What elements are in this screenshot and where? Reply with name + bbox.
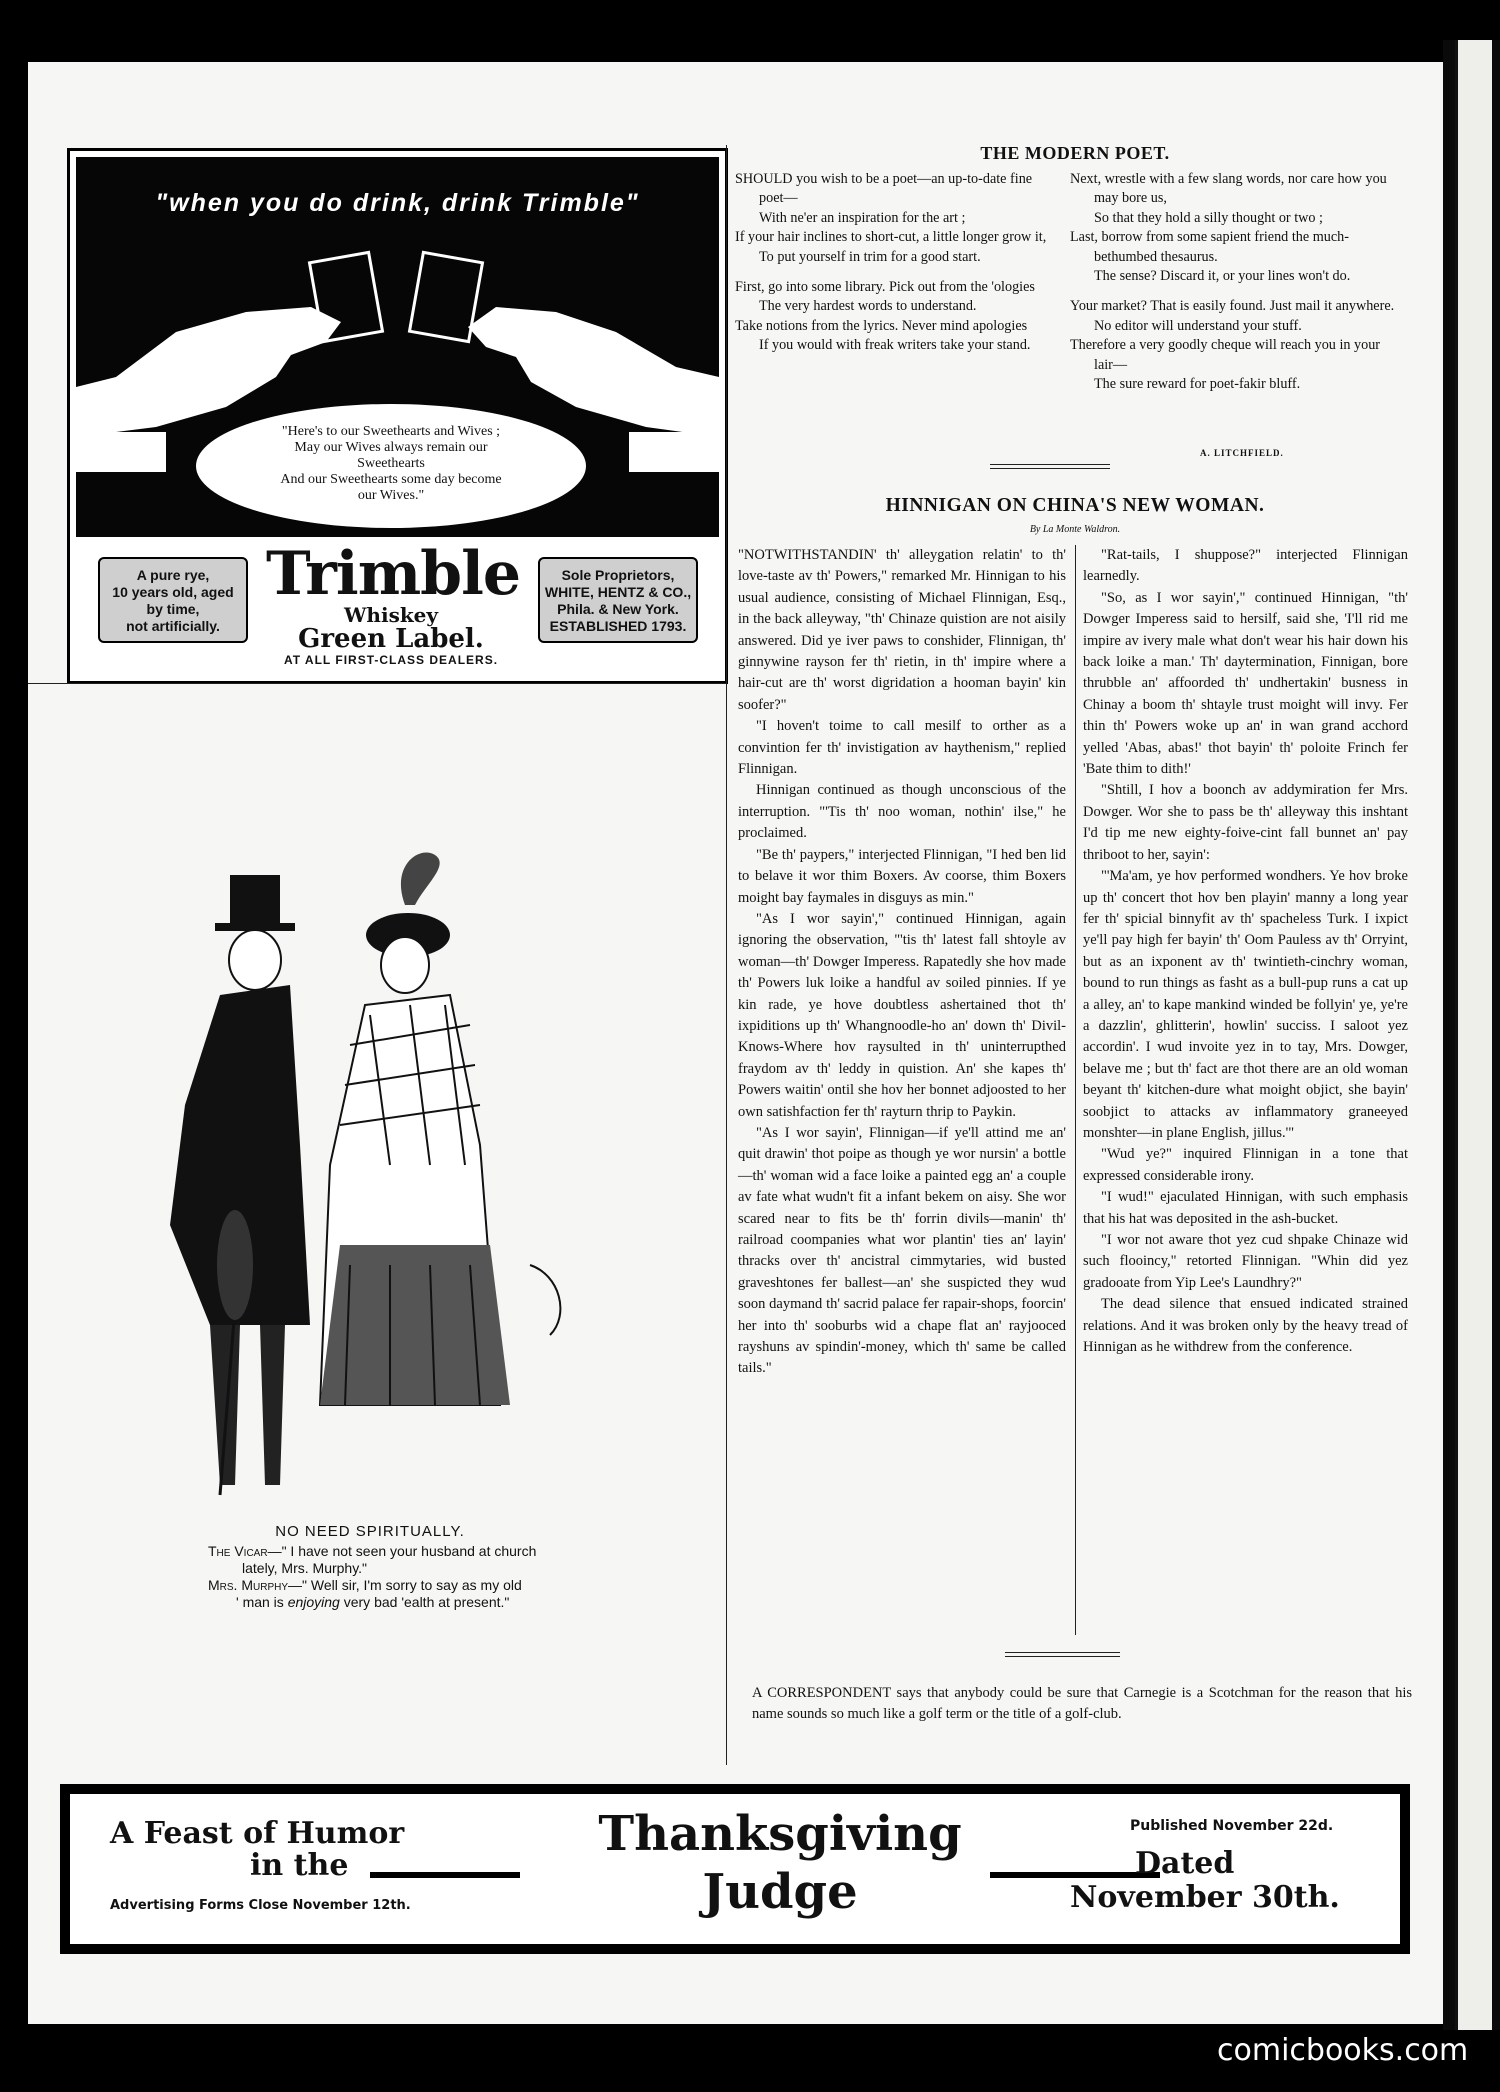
cartoon-caption-line [236, 1594, 656, 1611]
poem-title: THE MODERN POET. [980, 143, 1170, 163]
vicar-and-mrs-murphy-cartoon [150, 845, 590, 1500]
caption-text: very bad 'ealth at present." [339, 1594, 510, 1610]
article-paragraph: "'Ma'am, ye hov performed wondhers. Ye hov broke up th' concert thot hov ben playin' manny a long year fer th' spicial binnyfit av th' spacheless Turk. I ixpict ye'll pay high fer bayin' th' Oom Pauless av th' Orryint, but as an ixponent av th' twintieth-cinchry woman, bound to run things as fasht as a bull-pup runs a cat up a alley, an' to kape mankind winded be follyin' ye, ye're a dazzlin', ghlitterin', howlin' succiss. I saloot yez accordin'. I wud invoite yez in to tay, Mrs. Dowger, belave me ; but th' fact are thot there are an old woman beyant th' kitchen-dure what moight objict, she bayin' soobjict to attacks av inflammatory graneeyed monshter—in plane English, jillus.'" [1083, 868, 1408, 1141]
ad-left-small: Advertising Forms Close November 12th. [110, 1898, 411, 1913]
column-divider [28, 683, 726, 684]
speaker-vicar: The Vicar [208, 1543, 268, 1559]
section-rule [990, 468, 1110, 469]
poem-line: No editor will understand your stuff. [1094, 317, 1302, 334]
dealers-line: AT ALL FIRST-CLASS DEALERS. [283, 653, 499, 667]
speaker-mrs-murphy: Mrs. Murphy [208, 1577, 288, 1593]
right-scroll-banner [538, 557, 698, 643]
article-paragraph: "Shtill, I hov a boonch av addymiration fer Mrs. Dowger. Wor she to pass be th' alleyway this inshtant I'd tip me new eighty-foive-cint fall bunnet an' pay thriboot to her, sayin': [1083, 782, 1408, 863]
page-column-divider [726, 145, 727, 1765]
poem-line: The sure reward for poet-fakir bluff. [1094, 376, 1301, 393]
caption-text: ' man is [236, 1594, 288, 1610]
article-column-2 [1083, 545, 1408, 1358]
scroll-line: Phila. & New York. [557, 601, 679, 617]
poem-line: If your hair inclines to short-cut, a little longer grow it, [735, 229, 1047, 246]
article-column-divider [1075, 545, 1076, 1635]
poem-left-column [735, 170, 1060, 356]
ad-left-line-2: in the [250, 1848, 349, 1883]
cartoon-caption-line: lately, Mrs. Murphy." [242, 1560, 368, 1576]
ad-right-line-2: November 30th. [1070, 1880, 1340, 1915]
caption-text: —" Well sir, I'm sorry to say as my old [288, 1577, 522, 1593]
scroll-line: WHITE, HENTZ & CO., [544, 584, 692, 600]
article-paragraph: "NOTWITHSTANDIN' th' alleygation relatin' to th' love-taste av th' Powers," remarked Mr. Hinnigan to his usual audience, consisting of Michael Flinnigan, Esq., in the back alleyway, "th' Chinaze quistion are not aisily answered. Did ye iver paws to conshider, Flinnigan, th' ginnywine rayson fer th' rietin, in th' impire where a hair-cut are th' worst digridation a hooman bayin' kin soofer?" [738, 547, 1066, 713]
ad-left-line-1: A Feast of Humor [110, 1816, 405, 1851]
stanza-gap [1070, 286, 1400, 297]
toast-verse-oval [196, 404, 586, 528]
article-paragraph: "I wor not aware thot yez cud shpake Chinaze wid such flooincy," retorted Flinnigan. "Whin did yez gradooate from Yip Lee's Laundhry?" [1083, 1232, 1408, 1291]
article-byline: By La Monte Waldron. [1029, 524, 1121, 535]
cartoon-caption-line [208, 1543, 628, 1560]
poem-line: Your market? That is easily found. Just mail it anywhere. [1070, 298, 1395, 315]
poem-line: Therefore a very goodly cheque will reach you in your lair— [1070, 337, 1381, 373]
thanksgiving-judge-ad [60, 1784, 1410, 1954]
toast-line: May our Wives always remain our [294, 440, 488, 455]
article-paragraph: "Wud ye?" inquired Flinnigan in a tone that expressed considerable irony. [1083, 1146, 1408, 1184]
article-title: HINNIGAN ON CHINA'S NEW WOMAN. [885, 495, 1265, 516]
article-column-1 [738, 545, 1066, 1380]
article-paragraph: "Be th' paypers," interjected Flinnigan, "I hed ben lid to belave it wor thim Boxers. Av coorse, thim Boxers moight bay faymales in disguys as min." [738, 846, 1066, 906]
binding-spine [1443, 40, 1500, 2030]
site-watermark: comicbooks.com [1217, 2033, 1469, 2068]
ad-slogan: "when you do drink, drink Trimble" [155, 189, 640, 217]
poem-line: To put yourself in trim for a good start. [759, 248, 981, 265]
stanza-gap [735, 267, 1060, 278]
scroll-line: Sole Proprietors, [561, 567, 675, 583]
correspondent-paragraph: A CORRESPONDENT says that anybody could be sure that Carnegie is a Scotchman for the reason that his name sounds so much like a golf term or the title of a golf-club. [752, 1685, 1412, 1722]
poem-line: If you would with freak writers take your stand. [759, 337, 1031, 354]
article-paragraph: "So, as I wor sayin'," continued Hinnigan, "th' Dowger Imperess said to hersilf, said she, 'I'll rid me impire av ivery male what don't wear his hair down his back loike a man.' Th' daytermination, Finnigan, bore thrubble an' affoorded th' undhertakin' busness in Chinay a boom th' shtayle trust moight will invy. Fer thin th' Powers woke up an' in wan grand acchord yelled 'Abas, abas!' thot bayin' th' poloite Frinch fer 'Bate thim to dith!' [1083, 589, 1408, 778]
trimble-whiskey-ad [67, 148, 728, 684]
caption-emphasis: enjoying [287, 1594, 340, 1610]
poem-line: The very hardest words to understand. [759, 298, 977, 315]
poem-line: So that they hold a silly thought or two ; [1094, 209, 1323, 226]
poem-line: Next, wrestle with a few slang words, nor care how you may bore us, [1070, 171, 1387, 207]
section-rule [990, 464, 1110, 465]
brand-label: Green Label. [298, 624, 484, 654]
toast-line: our Wives." [357, 488, 425, 503]
ad-illustration-panel [76, 157, 719, 537]
ad-brand-panel [76, 539, 719, 675]
brand-whiskey: Whiskey [343, 603, 439, 627]
cartoon-title: NO NEED SPIRITUALLY. [275, 1523, 465, 1540]
article-paragraph: "Rat-tails, I shuppose?" interjected Flinnigan learnedly. [1083, 547, 1408, 585]
article-paragraph: Hinnigan continued as though unconscious of the interruption. "'Tis th' noo woman, nothin' ilse," he proclaimed. [738, 782, 1066, 842]
poem-line: Last, borrow from some sapient friend the much-bethumbed thesaurus. [1070, 229, 1349, 265]
scroll-line: 10 years old, aged [112, 584, 234, 600]
toast-line: "Here's to our Sweethearts and Wives ; [281, 424, 501, 439]
scroll-line: not artificially. [126, 618, 220, 634]
ad-center-thanksgiving: Thanksgiving [598, 1806, 962, 1862]
scroll-line: by time, [146, 601, 200, 617]
caption-text: —" I have not seen your husband at church [267, 1543, 537, 1559]
poem-author: A. LITCHFIELD. [1200, 448, 1284, 458]
ad-right-line-1: Dated [1135, 1846, 1235, 1881]
poem-line: SHOULD you wish to be a poet—an up-to-date fine poet— [735, 171, 1033, 207]
ad-left-swash [370, 1872, 520, 1878]
trimble-brand-logo [266, 539, 521, 667]
article-paragraph: The dead silence that ensued indicated strained relations. And it was broken only by the heavy tread of Hinnigan as he withdrew from the conference. [1083, 1296, 1408, 1356]
toast-line: And our Sweethearts some day become [280, 472, 502, 487]
poem-line: First, go into some library. Pick out from the 'ologies [735, 279, 1035, 296]
section-rule [1005, 1656, 1120, 1657]
left-scroll-banner [98, 557, 248, 643]
poem-line: The sense? Discard it, or your lines won't do. [1094, 268, 1351, 285]
cartoon-caption-line [208, 1577, 628, 1594]
ad-right-small: Published November 22d. [1130, 1818, 1334, 1834]
poem-line: With ne'er an inspiration for the art ; [759, 209, 966, 226]
article-paragraph: "I hoven't toime to call mesilf to orther as a convintion fer th' invistigation av haythenism," replied Flinnigan. [738, 718, 1066, 778]
article-paragraph: "As I wor sayin'," continued Hinnigan, again ignoring the observation, "'tis th' latest fall shtoyle av woman—th' Dowger Imperess. Rapatedly she hov made th' Powers luk loike a handful av soiled pinnies. If ye kin rade, ye hove doubtless ashertained thot th' ixpiditions up th' Whangnoodle-ho an' down th' Divil-Knows-Where hov raysulted in th' uninterrupthed fraydom av th' leddy in quistion. An' she kapes th' Powers waitin' ontil she hov her bonnet adjoosted to her own satishfaction fer th' rayturn thrip to Paykin. [738, 910, 1066, 1120]
scroll-line: ESTABLISHED 1793. [549, 618, 687, 634]
poem-right-column [1070, 170, 1400, 394]
brand-name: Trimble [266, 539, 521, 609]
section-rule [1005, 1652, 1120, 1653]
poem-line: Take notions from the lyrics. Never mind apologies [735, 317, 1028, 334]
article-paragraph: "As I wor sayin', Flinnigan—if ye'll attind me an' quit drawin' thot poipe as though ye wor nursin' a bottle—th' woman wid a face loike a painted egg an' a couple av fate what wudn't fit a infant bekem on aisy. She wor scared near to fits be th' forrin divils—manin' th' railroad coompanies what wor plantin' ties an' layin' thracks over th' ancistral cimmytaries, wid busted graveshtones fer ballest—an' she suspicted they wud soon daymand th' sacrid palace fer rapair-shops, foorcin' her into th' sooburbs wid a chape flat an' rayjooced rayshuns av spindin'-money, which th' same be called tails." [738, 1124, 1066, 1377]
article-paragraph: "I wud!" ejaculated Hinnigan, with such emphasis that his hat was deposited in the ash-bucket. [1083, 1189, 1408, 1227]
ad-center-judge: Judge [702, 1864, 858, 1920]
toast-line: Sweethearts [357, 456, 425, 471]
scroll-line: A pure rye, [136, 567, 210, 583]
